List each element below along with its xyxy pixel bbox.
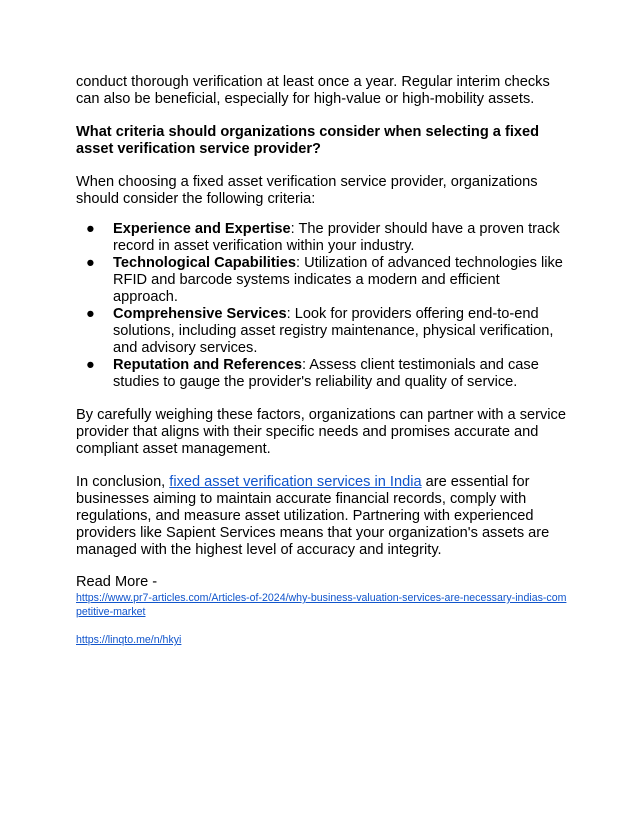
conclusion-prefix: In conclusion, xyxy=(76,474,170,490)
intro-paragraph: conduct thorough verification at least once a year. Regular interim checks can also be beneficial, especially for high-value or high-mobility assets. xyxy=(76,74,550,107)
conclusion-paragraph xyxy=(76,474,568,559)
fixed-asset-verification-link[interactable]: fixed asset verification services in India xyxy=(169,474,422,490)
criteria-list xyxy=(76,221,568,391)
criteria-title: Technological Capabilities xyxy=(113,255,296,271)
criteria-intro: When choosing a fixed asset verification service provider, organizations should consider the following criteria: xyxy=(76,174,538,207)
criteria-text: : The provider should have a proven track record in asset verification within your industry. xyxy=(113,221,560,254)
list-item xyxy=(76,357,568,391)
conclusion-suffix: are essential for businesses aiming to maintain accurate financial records, comply with regulations, and measure asset utilization. Partnering with experienced providers like Sapient Services means that your organization's assets are managed with the highest level of accuracy and integrity. xyxy=(76,474,550,558)
criteria-title: Comprehensive Services xyxy=(113,306,287,322)
criteria-text: : Utilization of advanced technologies like RFID and barcode systems indicates a modern and efficient approach. xyxy=(113,255,563,305)
bullet-icon: ● xyxy=(86,221,95,237)
section-heading: What criteria should organizations consider when selecting a fixed asset verification service provider? xyxy=(76,124,540,157)
list-item xyxy=(76,255,568,306)
article-link[interactable]: https://www.pr7-articles.com/Articles-of-2024/why-business-valuation-services-are-necessary-indias-competitive-market xyxy=(76,592,567,618)
bullet-icon: ● xyxy=(86,255,95,271)
criteria-text: : Assess client testimonials and case studies to gauge the provider's reliability and quality of service. xyxy=(113,357,539,390)
criteria-title: Experience and Expertise xyxy=(113,221,291,237)
read-more-label: Read More - xyxy=(76,574,158,590)
weighing-paragraph: By carefully weighing these factors, organizations can partner with a service provider that aligns with their specific needs and promises accurate and compliant asset management. xyxy=(76,407,566,457)
criteria-title: Reputation and References xyxy=(113,357,302,373)
bullet-icon: ● xyxy=(86,357,95,373)
bullet-icon: ● xyxy=(86,306,95,322)
list-item xyxy=(76,306,568,357)
list-item xyxy=(76,221,568,255)
criteria-text: : Look for providers offering end-to-end solutions, including asset registry maintenance, physical verification, and advisory services. xyxy=(113,306,554,356)
short-link[interactable]: https://linqto.me/n/hkyi xyxy=(76,634,182,646)
